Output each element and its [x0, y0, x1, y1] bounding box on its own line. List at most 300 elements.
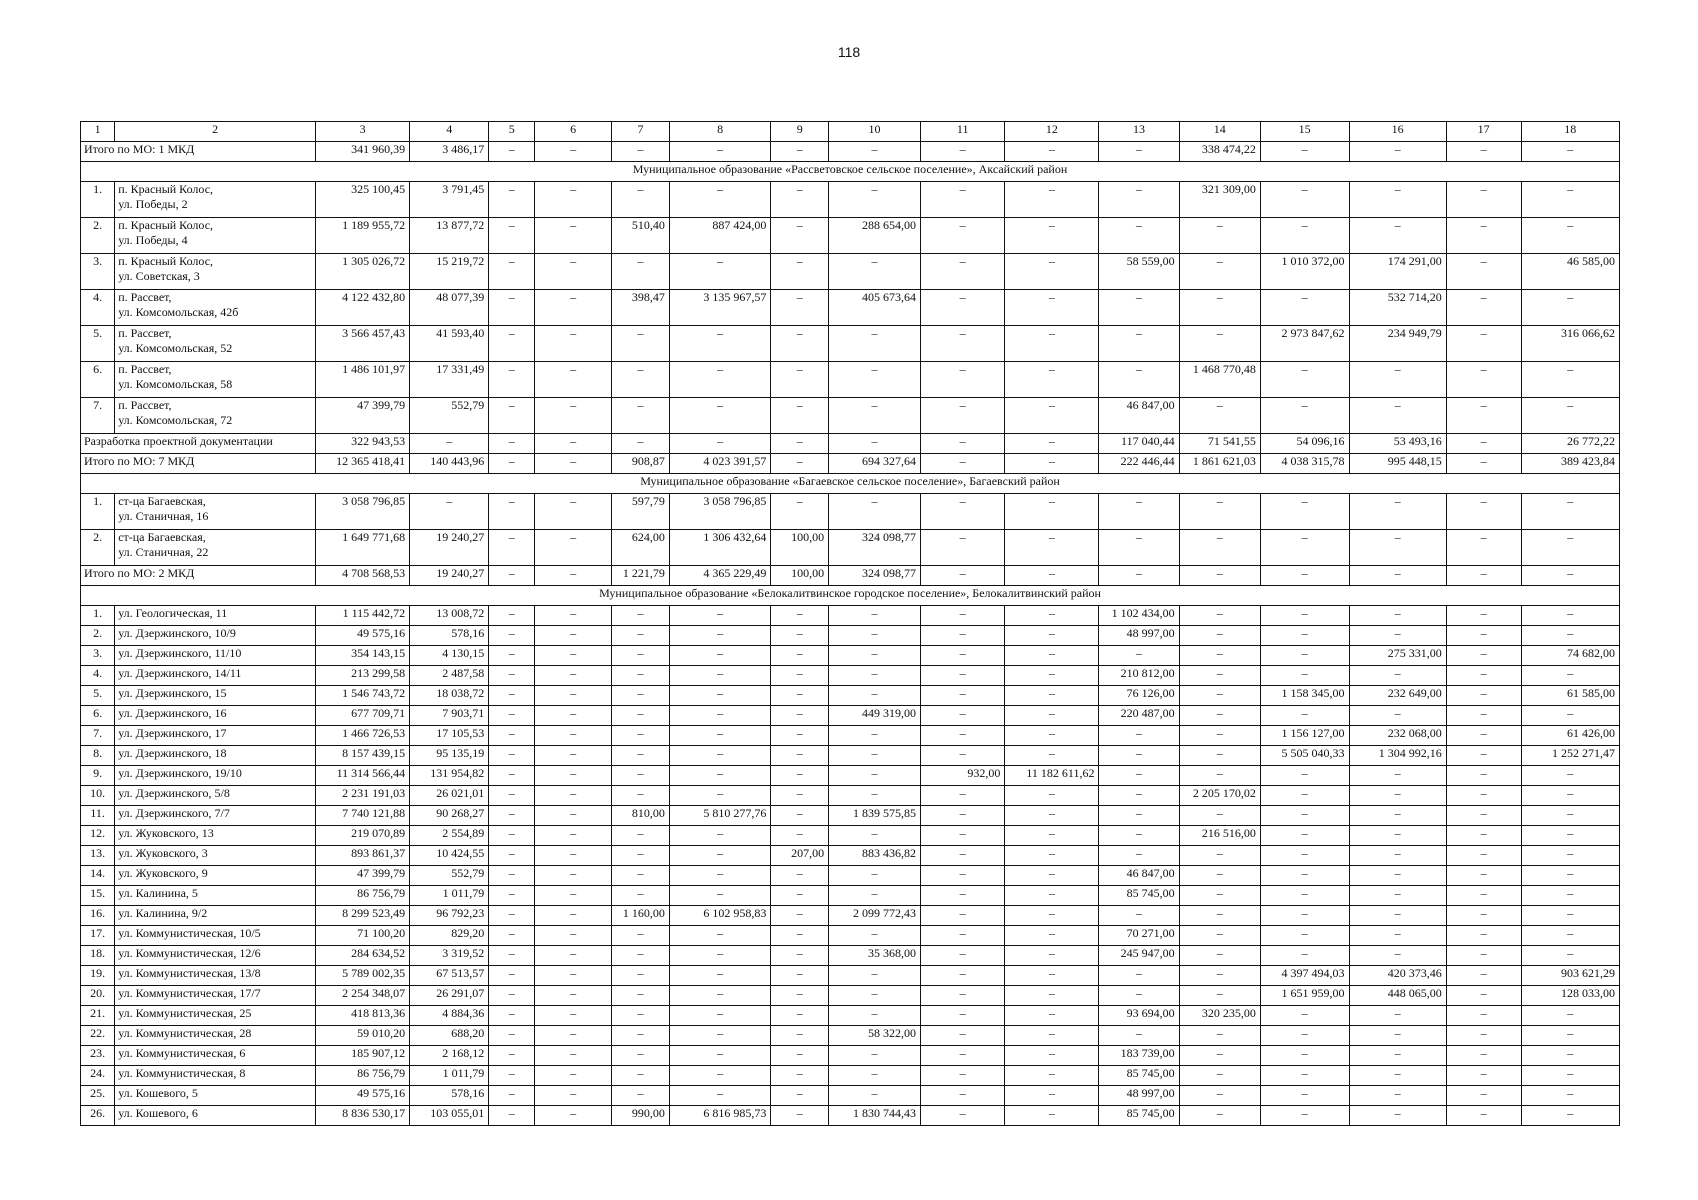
- value-cell: 58 559,00: [1099, 254, 1179, 290]
- value-cell: –: [1179, 218, 1260, 254]
- value-cell: –: [771, 726, 829, 746]
- value-cell: –: [1179, 398, 1260, 434]
- value-cell: 46 847,00: [1099, 398, 1179, 434]
- value-cell: –: [1521, 1086, 1619, 1106]
- column-number: 4: [410, 122, 489, 142]
- value-cell: –: [669, 766, 771, 786]
- value-cell: –: [489, 1026, 535, 1046]
- value-cell: 59 010,20: [316, 1026, 410, 1046]
- value-cell: 324 098,77: [829, 530, 921, 566]
- address-cell: ул. Дзержинского, 5/8: [115, 786, 316, 806]
- value-cell: –: [669, 606, 771, 626]
- value-cell: 49 575,16: [316, 626, 410, 646]
- value-cell: –: [1521, 566, 1619, 586]
- value-cell: 48 997,00: [1099, 626, 1179, 646]
- value-cell: –: [829, 1086, 921, 1106]
- row-number: 11.: [81, 806, 115, 826]
- value-cell: –: [1005, 182, 1099, 218]
- value-cell: –: [1446, 806, 1521, 826]
- value-cell: –: [1179, 746, 1260, 766]
- value-cell: –: [920, 566, 1004, 586]
- value-cell: 354 143,15: [316, 646, 410, 666]
- value-cell: –: [1179, 1066, 1260, 1086]
- value-cell: –: [920, 254, 1004, 290]
- address-cell: ул. Коммунистическая, 6: [115, 1046, 316, 1066]
- value-cell: –: [1446, 646, 1521, 666]
- value-cell: –: [1179, 866, 1260, 886]
- value-cell: –: [489, 866, 535, 886]
- value-cell: 95 135,19: [410, 746, 489, 766]
- value-cell: –: [1521, 494, 1619, 530]
- value-cell: –: [489, 254, 535, 290]
- value-cell: –: [1179, 846, 1260, 866]
- value-cell: –: [669, 706, 771, 726]
- value-cell: –: [1521, 1026, 1619, 1046]
- total-label: Разработка проектной документации: [81, 434, 316, 454]
- value-cell: –: [535, 966, 612, 986]
- value-cell: –: [489, 326, 535, 362]
- row-number: 3.: [81, 254, 115, 290]
- value-cell: –: [1179, 566, 1260, 586]
- value-cell: 61 585,00: [1521, 686, 1619, 706]
- value-cell: 213 299,58: [316, 666, 410, 686]
- value-cell: –: [1005, 1086, 1099, 1106]
- value-cell: –: [829, 826, 921, 846]
- value-cell: 324 098,77: [829, 566, 921, 586]
- value-cell: –: [771, 766, 829, 786]
- value-cell: –: [1349, 218, 1446, 254]
- value-cell: 389 423,84: [1521, 454, 1619, 474]
- value-cell: 284 634,52: [316, 946, 410, 966]
- value-cell: –: [1349, 1086, 1446, 1106]
- value-cell: –: [829, 646, 921, 666]
- table-row: [81, 398, 1620, 434]
- value-cell: –: [920, 290, 1004, 326]
- value-cell: –: [829, 726, 921, 746]
- value-cell: –: [771, 326, 829, 362]
- value-cell: –: [669, 254, 771, 290]
- table-row: [81, 946, 1620, 966]
- row-number: 1.: [81, 182, 115, 218]
- value-cell: –: [1260, 826, 1349, 846]
- table-row: [81, 1106, 1620, 1126]
- value-cell: –: [1260, 646, 1349, 666]
- table-row: [81, 786, 1620, 806]
- value-cell: –: [535, 530, 612, 566]
- value-cell: –: [612, 786, 670, 806]
- value-cell: –: [1446, 986, 1521, 1006]
- table-row: [81, 846, 1620, 866]
- value-cell: –: [920, 326, 1004, 362]
- value-cell: –: [612, 746, 670, 766]
- value-cell: –: [1446, 766, 1521, 786]
- value-cell: –: [920, 454, 1004, 474]
- value-cell: –: [489, 1106, 535, 1126]
- value-cell: 1 221,79: [612, 566, 670, 586]
- value-cell: –: [1005, 966, 1099, 986]
- value-cell: –: [1005, 726, 1099, 746]
- value-cell: –: [1521, 826, 1619, 846]
- value-cell: –: [535, 806, 612, 826]
- value-cell: –: [1260, 766, 1349, 786]
- table-row: [81, 1086, 1620, 1106]
- value-cell: –: [1005, 846, 1099, 866]
- value-cell: –: [829, 434, 921, 454]
- value-cell: 316 066,62: [1521, 326, 1619, 362]
- value-cell: 4 708 568,53: [316, 566, 410, 586]
- value-cell: –: [1260, 786, 1349, 806]
- value-cell: –: [612, 946, 670, 966]
- value-cell: –: [489, 1006, 535, 1026]
- value-cell: –: [535, 434, 612, 454]
- value-cell: 1 861 621,03: [1179, 454, 1260, 474]
- value-cell: –: [1446, 1106, 1521, 1126]
- value-cell: –: [489, 786, 535, 806]
- value-cell: –: [920, 1086, 1004, 1106]
- value-cell: 1 304 992,16: [1349, 746, 1446, 766]
- column-number: 10: [829, 122, 921, 142]
- value-cell: –: [1179, 254, 1260, 290]
- value-cell: –: [669, 926, 771, 946]
- value-cell: –: [669, 726, 771, 746]
- value-cell: –: [489, 846, 535, 866]
- value-cell: –: [489, 946, 535, 966]
- value-cell: 15 219,72: [410, 254, 489, 290]
- value-cell: –: [1521, 218, 1619, 254]
- value-cell: 85 745,00: [1099, 1106, 1179, 1126]
- repair-cost-table: [80, 121, 1620, 1126]
- value-cell: –: [1446, 566, 1521, 586]
- row-number: 26.: [81, 1106, 115, 1126]
- value-cell: 19 240,27: [410, 566, 489, 586]
- value-cell: 49 575,16: [316, 1086, 410, 1106]
- value-cell: –: [1446, 966, 1521, 986]
- value-cell: –: [1005, 218, 1099, 254]
- value-cell: 932,00: [920, 766, 1004, 786]
- value-cell: –: [612, 254, 670, 290]
- value-cell: –: [612, 926, 670, 946]
- value-cell: –: [829, 666, 921, 686]
- value-cell: –: [1260, 290, 1349, 326]
- value-cell: –: [1446, 454, 1521, 474]
- value-cell: 3 058 796,85: [669, 494, 771, 530]
- table-row: [81, 626, 1620, 646]
- value-cell: –: [535, 626, 612, 646]
- value-cell: 624,00: [612, 530, 670, 566]
- value-cell: 4 130,15: [410, 646, 489, 666]
- value-cell: –: [1005, 926, 1099, 946]
- value-cell: 61 426,00: [1521, 726, 1619, 746]
- value-cell: –: [535, 666, 612, 686]
- address-cell: ул. Геологическая, 11: [115, 606, 316, 626]
- row-number: 9.: [81, 766, 115, 786]
- value-cell: –: [771, 806, 829, 826]
- value-cell: 677 709,71: [316, 706, 410, 726]
- value-cell: –: [612, 1086, 670, 1106]
- column-number-row: [81, 122, 1620, 142]
- row-number: 24.: [81, 1066, 115, 1086]
- address-line-2: ул. Станичная, 16: [118, 509, 209, 523]
- value-cell: –: [1260, 398, 1349, 434]
- value-cell: –: [829, 494, 921, 530]
- value-cell: 128 033,00: [1521, 986, 1619, 1006]
- value-cell: 829,20: [410, 926, 489, 946]
- value-cell: –: [1446, 846, 1521, 866]
- table-row: [81, 826, 1620, 846]
- value-cell: –: [771, 254, 829, 290]
- value-cell: –: [1349, 866, 1446, 886]
- value-cell: –: [612, 326, 670, 362]
- value-cell: 908,87: [612, 454, 670, 474]
- value-cell: –: [920, 826, 1004, 846]
- value-cell: –: [1446, 530, 1521, 566]
- value-cell: –: [612, 766, 670, 786]
- value-cell: –: [669, 434, 771, 454]
- value-cell: 5 789 002,35: [316, 966, 410, 986]
- value-cell: –: [1099, 494, 1179, 530]
- value-cell: –: [1446, 886, 1521, 906]
- value-cell: –: [1446, 866, 1521, 886]
- value-cell: 71 541,55: [1179, 434, 1260, 454]
- column-number: 18: [1521, 122, 1619, 142]
- value-cell: –: [1521, 1106, 1619, 1126]
- value-cell: –: [1099, 906, 1179, 926]
- value-cell: –: [1521, 786, 1619, 806]
- value-cell: 2 168,12: [410, 1046, 489, 1066]
- address-cell: [115, 254, 316, 290]
- value-cell: –: [1005, 606, 1099, 626]
- municipality-title: Муниципальное образование «Багаевское сельское поселение», Багаевский район: [81, 474, 1620, 494]
- value-cell: –: [920, 1066, 1004, 1086]
- value-cell: –: [1349, 666, 1446, 686]
- value-cell: –: [1521, 846, 1619, 866]
- row-number: 3.: [81, 646, 115, 666]
- value-cell: –: [535, 1106, 612, 1126]
- value-cell: –: [1005, 566, 1099, 586]
- value-cell: –: [1349, 926, 1446, 946]
- value-cell: –: [1260, 530, 1349, 566]
- value-cell: –: [920, 494, 1004, 530]
- value-cell: –: [829, 1006, 921, 1026]
- value-cell: –: [1260, 886, 1349, 906]
- address-cell: ул. Коммунистическая, 12/6: [115, 946, 316, 966]
- column-number: 7: [612, 122, 670, 142]
- total-row: [81, 434, 1620, 454]
- value-cell: –: [1260, 566, 1349, 586]
- value-cell: –: [1005, 866, 1099, 886]
- value-cell: –: [489, 182, 535, 218]
- total-row: [81, 454, 1620, 474]
- address-cell: [115, 362, 316, 398]
- value-cell: –: [1349, 1106, 1446, 1126]
- value-cell: –: [771, 494, 829, 530]
- value-cell: –: [535, 866, 612, 886]
- value-cell: –: [771, 906, 829, 926]
- value-cell: –: [1446, 398, 1521, 434]
- value-cell: –: [489, 1066, 535, 1086]
- value-cell: –: [829, 966, 921, 986]
- value-cell: 3 319,52: [410, 946, 489, 966]
- value-cell: –: [669, 986, 771, 1006]
- value-cell: –: [612, 626, 670, 646]
- value-cell: –: [1521, 398, 1619, 434]
- address-line-1: п. Рассвет,: [118, 362, 172, 376]
- value-cell: –: [771, 218, 829, 254]
- value-cell: 1 189 955,72: [316, 218, 410, 254]
- value-cell: 4 122 432,80: [316, 290, 410, 326]
- address-line-1: п. Красный Колос,: [118, 254, 214, 268]
- row-number: 6.: [81, 706, 115, 726]
- value-cell: –: [1521, 866, 1619, 886]
- value-cell: –: [669, 1046, 771, 1066]
- address-line-2: ул. Победы, 4: [118, 233, 188, 247]
- address-line-2: ул. Советская, 3: [118, 269, 200, 283]
- value-cell: 1 305 026,72: [316, 254, 410, 290]
- address-line-1: ст-ца Багаевская,: [118, 494, 206, 508]
- value-cell: –: [489, 686, 535, 706]
- value-cell: –: [1099, 362, 1179, 398]
- value-cell: –: [669, 946, 771, 966]
- value-cell: –: [1446, 1006, 1521, 1026]
- value-cell: –: [771, 1086, 829, 1106]
- value-cell: –: [1179, 966, 1260, 986]
- value-cell: –: [669, 1066, 771, 1086]
- value-cell: –: [1005, 986, 1099, 1006]
- value-cell: –: [1260, 142, 1349, 162]
- value-cell: –: [1179, 1046, 1260, 1066]
- column-number: 11: [920, 122, 1004, 142]
- value-cell: –: [1099, 986, 1179, 1006]
- value-cell: 578,16: [410, 1086, 489, 1106]
- value-cell: 100,00: [771, 566, 829, 586]
- value-cell: 2 973 847,62: [1260, 326, 1349, 362]
- value-cell: –: [1349, 494, 1446, 530]
- address-cell: ул. Коммунистическая, 13/8: [115, 966, 316, 986]
- value-cell: –: [920, 946, 1004, 966]
- value-cell: –: [612, 886, 670, 906]
- value-cell: –: [1446, 666, 1521, 686]
- value-cell: –: [612, 706, 670, 726]
- value-cell: –: [1349, 362, 1446, 398]
- value-cell: –: [771, 886, 829, 906]
- value-cell: 552,79: [410, 866, 489, 886]
- value-cell: –: [612, 966, 670, 986]
- value-cell: –: [1260, 606, 1349, 626]
- value-cell: –: [829, 866, 921, 886]
- value-cell: 41 593,40: [410, 326, 489, 362]
- value-cell: 322 943,53: [316, 434, 410, 454]
- value-cell: –: [1099, 826, 1179, 846]
- value-cell: –: [489, 290, 535, 326]
- value-cell: –: [829, 362, 921, 398]
- value-cell: –: [1349, 606, 1446, 626]
- value-cell: 2 254 348,07: [316, 986, 410, 1006]
- value-cell: –: [1005, 746, 1099, 766]
- value-cell: –: [1005, 1106, 1099, 1126]
- total-row: [81, 142, 1620, 162]
- value-cell: –: [1260, 866, 1349, 886]
- value-cell: –: [1260, 1106, 1349, 1126]
- value-cell: –: [1179, 806, 1260, 826]
- value-cell: –: [1521, 606, 1619, 626]
- value-cell: 3 791,45: [410, 182, 489, 218]
- value-cell: –: [489, 806, 535, 826]
- column-number: 15: [1260, 122, 1349, 142]
- value-cell: –: [771, 666, 829, 686]
- address-cell: ул. Дзержинского, 15: [115, 686, 316, 706]
- value-cell: –: [1260, 1006, 1349, 1026]
- value-cell: 245 947,00: [1099, 946, 1179, 966]
- value-cell: –: [1179, 886, 1260, 906]
- value-cell: –: [489, 726, 535, 746]
- value-cell: –: [1349, 766, 1446, 786]
- value-cell: –: [771, 1066, 829, 1086]
- total-row: [81, 566, 1620, 586]
- column-number: 17: [1446, 122, 1521, 142]
- value-cell: –: [1521, 1066, 1619, 1086]
- value-cell: 1 649 771,68: [316, 530, 410, 566]
- value-cell: –: [1349, 946, 1446, 966]
- value-cell: 275 331,00: [1349, 646, 1446, 666]
- value-cell: –: [1521, 906, 1619, 926]
- value-cell: –: [489, 746, 535, 766]
- value-cell: –: [1005, 530, 1099, 566]
- value-cell: –: [920, 906, 1004, 926]
- value-cell: –: [1521, 290, 1619, 326]
- column-number: 6: [535, 122, 612, 142]
- value-cell: –: [669, 846, 771, 866]
- value-cell: –: [612, 1046, 670, 1066]
- column-number: 2: [115, 122, 316, 142]
- value-cell: –: [612, 986, 670, 1006]
- address-cell: ул. Кошевого, 5: [115, 1086, 316, 1106]
- value-cell: –: [489, 142, 535, 162]
- value-cell: –: [1446, 946, 1521, 966]
- value-cell: –: [1446, 494, 1521, 530]
- value-cell: 1 839 575,85: [829, 806, 921, 826]
- value-cell: –: [1446, 626, 1521, 646]
- value-cell: 1 468 770,48: [1179, 362, 1260, 398]
- value-cell: 1 156 127,00: [1260, 726, 1349, 746]
- value-cell: –: [489, 454, 535, 474]
- column-number: 16: [1349, 122, 1446, 142]
- table-row: [81, 326, 1620, 362]
- value-cell: –: [1005, 886, 1099, 906]
- value-cell: –: [535, 454, 612, 474]
- value-cell: 3 566 457,43: [316, 326, 410, 362]
- value-cell: 8 836 530,17: [316, 1106, 410, 1126]
- value-cell: –: [1260, 706, 1349, 726]
- value-cell: –: [535, 846, 612, 866]
- value-cell: 12 365 418,41: [316, 454, 410, 474]
- value-cell: –: [489, 646, 535, 666]
- value-cell: –: [1005, 646, 1099, 666]
- value-cell: –: [829, 926, 921, 946]
- value-cell: –: [410, 494, 489, 530]
- row-number: 13.: [81, 846, 115, 866]
- row-number: 21.: [81, 1006, 115, 1026]
- value-cell: –: [1349, 398, 1446, 434]
- value-cell: 71 100,20: [316, 926, 410, 946]
- value-cell: 2 487,58: [410, 666, 489, 686]
- value-cell: 26 021,01: [410, 786, 489, 806]
- value-cell: –: [1349, 806, 1446, 826]
- table-row: [81, 1006, 1620, 1026]
- row-number: 10.: [81, 786, 115, 806]
- value-cell: 6 102 958,83: [669, 906, 771, 926]
- value-cell: 67 513,57: [410, 966, 489, 986]
- value-cell: 1 102 434,00: [1099, 606, 1179, 626]
